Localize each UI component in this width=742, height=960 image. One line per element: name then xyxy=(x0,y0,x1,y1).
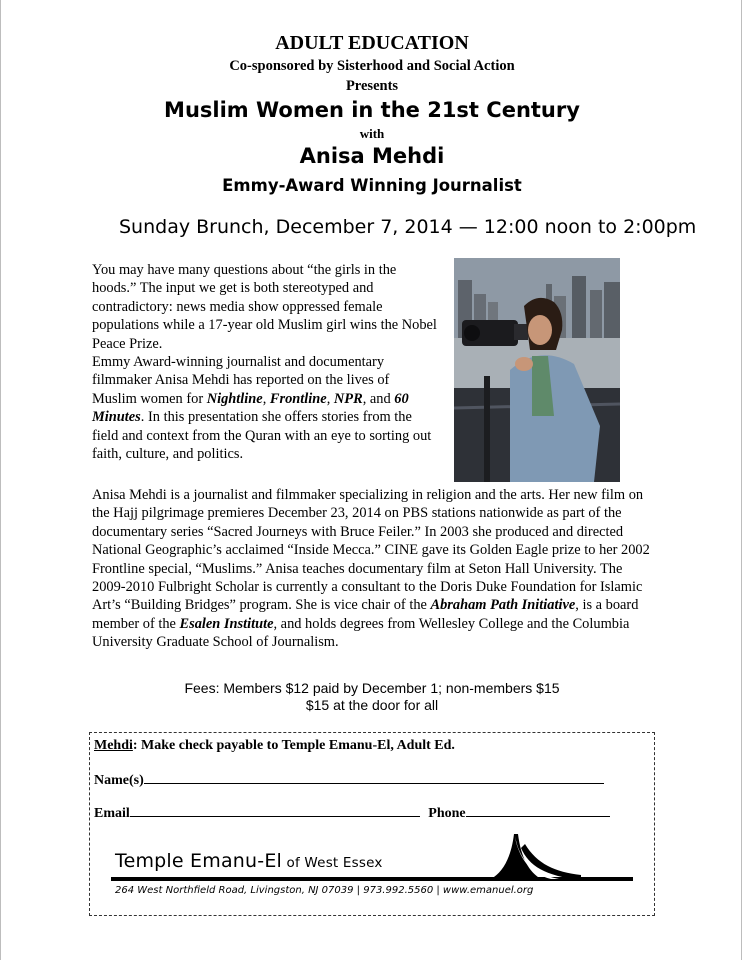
org-esalen: Esalen Institute xyxy=(179,615,274,632)
speaker-photo xyxy=(454,258,620,482)
intro-paragraph-1: You may have many questions about “the girls in the hoods.” The input we get is both stereotyped and contradictory: news media show oppressed female populations while a 17-year old Muslim girl wins the Nobel Peace Prize. xyxy=(92,262,437,352)
speaker-name: Anisa Mehdi xyxy=(299,144,445,168)
fees-line-2: $15 at the door for all xyxy=(305,697,439,713)
form-reference: Mehdi xyxy=(94,738,133,753)
email-phone-row xyxy=(94,804,610,822)
phone-input[interactable] xyxy=(466,804,610,817)
intro-paragraph-2: Emmy Award-winning journalist and documentary filmmaker Anisa Mehdi has reported on the lives of Muslim women for Nightline, Frontline, NPR, and 60 Minutes. In this presentation she offers stories from the field and context from the Quran with an eye to sorting out faith, culture, and politics. xyxy=(92,354,432,463)
temple-address: 264 West Northfield Road, Livingston, NJ 07039 | 973.992.5560 | www.emanuel.org xyxy=(115,885,534,896)
fees-line-1: Fees: Members $12 paid by December 1; non-members $15 xyxy=(184,680,560,696)
event-title: Muslim Women in the 21st Century xyxy=(164,98,580,122)
fees-info xyxy=(1,680,742,714)
email-input[interactable] xyxy=(130,804,420,817)
name-input[interactable] xyxy=(144,771,604,784)
org-abraham-path: Abraham Path Initiative xyxy=(430,597,576,614)
with-line: with xyxy=(359,126,385,141)
name-field-row xyxy=(94,771,604,789)
program-heading: ADULT EDUCATION xyxy=(275,32,469,54)
temple-name: Temple Emanu-El of West Essex xyxy=(115,850,383,872)
show-frontline: Frontline xyxy=(269,390,327,407)
event-date: Sunday Brunch, December 7, 2014 — 12:00 noon to 2:00pm xyxy=(119,216,697,238)
phone-label: Phone xyxy=(428,806,466,821)
email-label: Email xyxy=(94,806,130,821)
check-instruction: Mehdi: Make check payable to Temple Emanu-El, Adult Ed. xyxy=(94,738,455,753)
show-60-minutes: 60 Minutes xyxy=(92,390,409,426)
show-nightline: Nightline xyxy=(206,390,263,407)
intro-text xyxy=(92,261,437,463)
photo-illustration xyxy=(454,258,620,482)
show-npr: NPR xyxy=(333,390,363,407)
speaker-role: Emmy-Award Winning Journalist xyxy=(222,176,522,195)
cosponsor-line: Co-sponsored by Sisterhood and Social Action xyxy=(229,58,515,74)
presents-line: Presents xyxy=(345,78,399,94)
speaker-bio: Anisa Mehdi is a journalist and filmmaker specializing in religion and the arts. Her new film on the Hajj pilgrimage premieres December 23, 2014 on PBS stations nationwide as part of the documentary series “Sacred Journeys with Bruce Feiler.” In 2003 she produced and directed National Geographic’s acclaimed “Inside Mecca.” CINE gave its Golden Eagle prize to her 2002 Frontline special, “Muslims.” Anisa teaches documentary film at Seton Hall University. The 2009-2010 Fulbright Scholar is currently a consultant to the Doris Duke Foundation for Islamic Art’s “Building Bridges” program. She is vice chair of the Abraham Path Initiative, is a board member of the Esalen Institute, and holds degrees from Wellesley College and the Columbia University Graduate School of Journalism. xyxy=(92,487,650,651)
name-label: Name(s) xyxy=(94,773,144,788)
